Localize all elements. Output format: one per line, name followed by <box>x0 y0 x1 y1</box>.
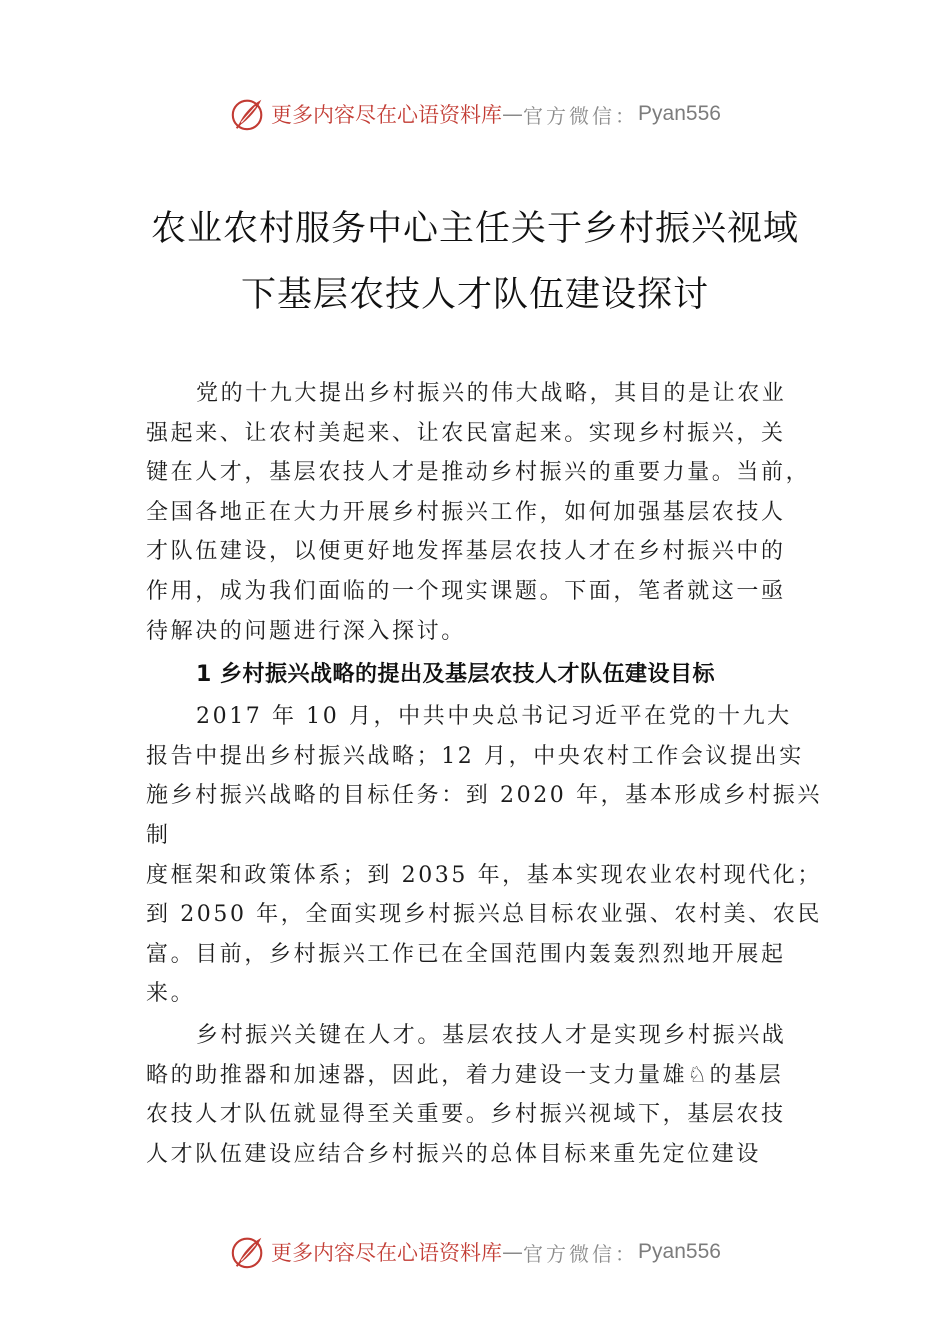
document-title <box>120 196 830 328</box>
separator-dash: — <box>502 102 524 126</box>
text-line: 强起来、让农村美起来、让农民富起来。实现乡村振兴，关 <box>146 420 786 446</box>
text-line: 农技人才队伍就显得至关重要。乡村振兴视域下，基层农技 <box>146 1102 786 1128</box>
text-line: 富。目前，乡村振兴工作已在全国范围内轰轰烈烈地开展起 <box>146 941 786 967</box>
section-heading-1: 1 乡村振兴战略的提出及基层农技人才队伍建设目标 <box>196 662 715 688</box>
text-line: 作用，成为我们面临的一个现实课题。下面，笔者就这一亟 <box>146 578 786 604</box>
text-line: 全国各地正在大力开展乡村振兴工作，如何加强基层农技人 <box>146 499 786 525</box>
wechat-label: 官方微信： <box>523 1241 639 1266</box>
brand-text: 更多内容尽在心语资料库 <box>271 103 503 127</box>
text-line: 人才队伍建设应结合乡村振兴的总体目标来重先定位建设 <box>146 1141 762 1167</box>
feather-pen-logo-icon <box>229 1233 267 1271</box>
text-line: 乡村振兴关键在人才。基层农技人才是实现乡村振兴战 <box>196 1022 787 1048</box>
text-line: 报告中提出乡村振兴战略；12 月，中央农村工作会议提出实 <box>146 743 804 769</box>
text-line: 党的十九大提出乡村振兴的伟大战略，其目的是让农业 <box>196 381 787 406</box>
text-line: 制 <box>146 822 171 848</box>
title-line-1: 农业农村服务中心主任关于乡村振兴视域 <box>150 209 799 249</box>
document-body <box>146 374 822 1174</box>
footer-watermark <box>0 1230 950 1274</box>
text-line: 2017 年 10 月，中共中央总书记习近平在党的十九大 <box>196 704 792 730</box>
brand-text: 更多内容尽在心语资料库 <box>271 1241 503 1265</box>
separator-dash: — <box>502 1240 524 1264</box>
title-line-2: 下基层农技人才队伍建设探讨 <box>240 275 709 315</box>
text-line: 施乡村振兴战略的目标任务：到 2020 年，基本形成乡村振兴 <box>146 783 822 809</box>
text-line: 来。 <box>146 981 196 1007</box>
wechat-label: 官方微信： <box>523 103 639 128</box>
paragraph-talent <box>146 1016 806 1174</box>
text-line: 度框架和政策体系；到 2035 年，基本实现农业农村现代化； <box>146 862 822 888</box>
text-line: 待解决的问题进行深入探讨。 <box>146 618 466 644</box>
wechat-id: Pyan556 <box>638 1240 721 1263</box>
text-line: 才队伍建设，以便更好地发挥基层农技人才在乡村振兴中的 <box>146 539 786 565</box>
header-watermark <box>0 92 950 136</box>
text-line: 键在人才，基层农技人才是推动乡村振兴的重要力量。当前， <box>146 460 811 486</box>
paragraph-intro <box>146 374 811 651</box>
paragraph-strategy <box>146 697 822 1014</box>
text-line: 略的助推器和加速器，因此，着力建设一支力量雄♘的基层 <box>146 1062 784 1088</box>
text-line: 到 2050 年，全面实现乡村振兴总目标农业强、农村美、农民 <box>146 902 822 928</box>
feather-pen-logo-icon <box>229 95 267 133</box>
wechat-id: Pyan556 <box>638 102 721 125</box>
